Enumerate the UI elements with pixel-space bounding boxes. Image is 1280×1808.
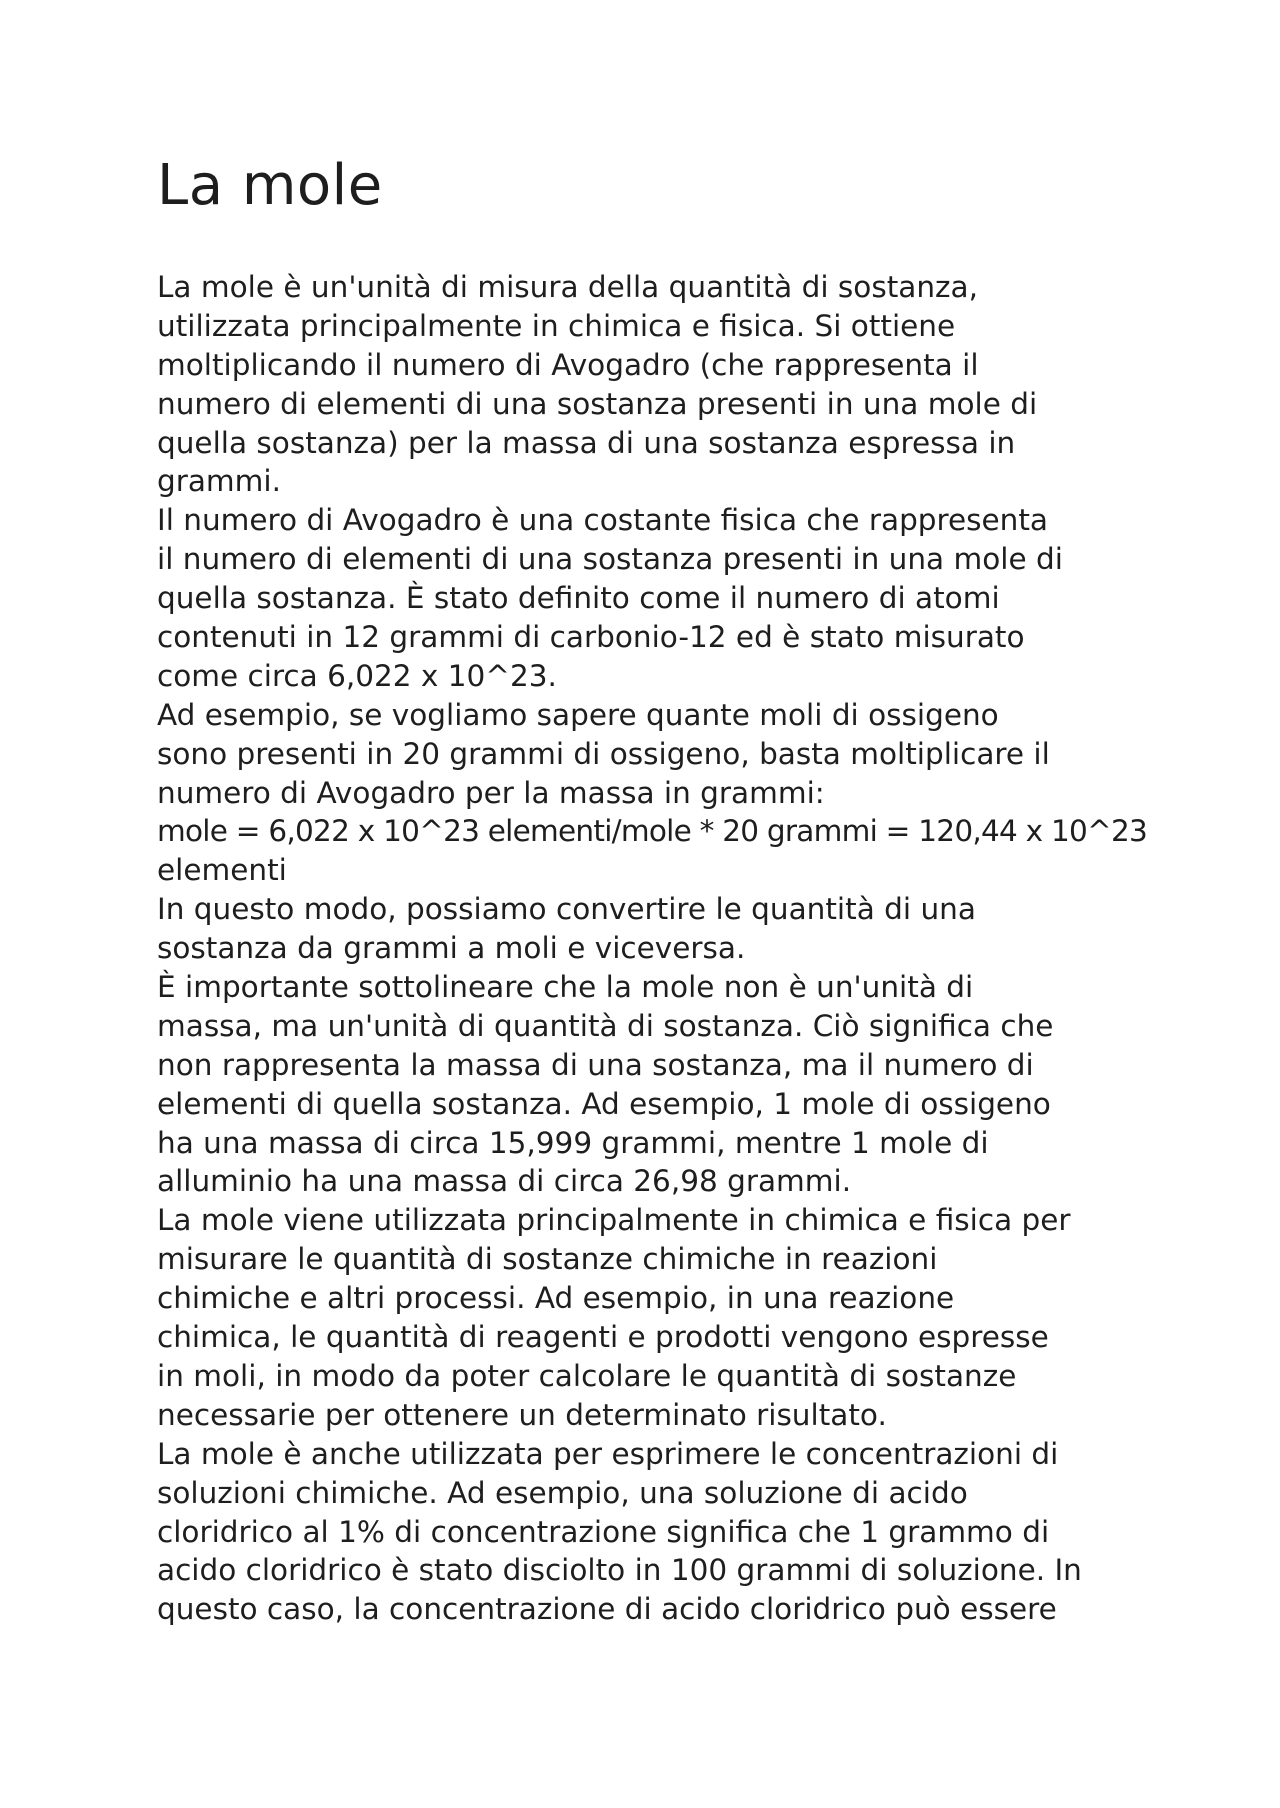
text-line: elementi di quella sostanza. Ad esempio, 1 mole di ossigeno: [157, 1086, 1051, 1121]
text-line: grammi.: [157, 464, 281, 499]
text-line: È importante sottolineare che la mole non è un'unità di: [157, 970, 974, 1005]
text-line: In questo modo, possiamo convertire le quantità di una: [157, 892, 976, 927]
text-line: elementi: [157, 853, 287, 888]
text-line: numero di elementi di una sostanza presenti in una mole di: [157, 386, 1038, 421]
text-line: acido cloridrico è stato disciolto in 100 grammi di soluzione. In: [157, 1553, 1082, 1588]
text-line: cloridrico al 1% di concentrazione significa che 1 grammo di: [157, 1514, 1050, 1549]
text-line: contenuti in 12 grammi di carbonio-12 ed è stato misurato: [157, 620, 1025, 655]
text-line: ha una massa di circa 15,999 grammi, mentre 1 mole di: [157, 1125, 989, 1160]
text-line: La mole è un'unità di misura della quantità di sostanza,: [157, 270, 978, 304]
text-line: utilizzata principalmente in chimica e fisica. Si ottiene: [157, 308, 956, 343]
text-line: soluzioni chimiche. Ad esempio, una soluzione di acido: [157, 1475, 968, 1510]
text-line: chimiche e altri processi. Ad esempio, in una reazione: [157, 1281, 955, 1316]
text-line: Il numero di Avogadro è una costante fisica che rappresenta: [157, 503, 1049, 538]
text-line: La mole viene utilizzata principalmente in chimica e fisica per: [157, 1203, 1071, 1238]
text-line: sono presenti in 20 grammi di ossigeno, basta moltiplicare il: [157, 736, 1050, 771]
text-line: numero di Avogadro per la massa in grammi:: [157, 775, 825, 810]
text-line: necessarie per ottenere un determinato risultato.: [157, 1397, 887, 1432]
text-line: chimica, le quantità di reagenti e prodotti vengono espresse: [157, 1320, 1049, 1355]
text-line: sostanza da grammi a moli e viceversa.: [157, 931, 746, 966]
text-line: quella sostanza) per la massa di una sostanza espressa in: [157, 425, 1016, 460]
text-line: non rappresenta la massa di una sostanza, ma il numero di: [157, 1047, 1034, 1082]
text-line: come circa 6,022 x 10^23.: [157, 658, 557, 693]
text-line: moltiplicando il numero di Avogadro (che rappresenta il: [157, 347, 979, 382]
text-line: Ad esempio, se vogliamo sapere quante moli di ossigeno: [157, 697, 999, 732]
text-line: in moli, in modo da poter calcolare le quantità di sostanze: [157, 1358, 1017, 1393]
text-line: misurare le quantità di sostanze chimiche in reazioni: [157, 1242, 938, 1277]
text-line: La mole è anche utilizzata per esprimere le concentrazioni di: [157, 1436, 1059, 1471]
text-line: quella sostanza. È stato definito come il numero di atomi: [157, 581, 1000, 616]
text-line: il numero di elementi di una sostanza presenti in una mole di: [157, 542, 1063, 577]
page-title: La mole: [157, 153, 383, 218]
text-line: mole = 6,022 x 10^23 elementi/mole * 20 grammi = 120,44 x 10^23: [157, 814, 1148, 849]
body-text: [157, 268, 1147, 1629]
text-line: massa, ma un'unità di quantità di sostanza. Ciò significa che: [157, 1008, 1054, 1043]
text-line: alluminio ha una massa di circa 26,98 grammi.: [157, 1164, 852, 1199]
text-line: questo caso, la concentrazione di acido cloridrico può essere: [157, 1592, 1057, 1627]
